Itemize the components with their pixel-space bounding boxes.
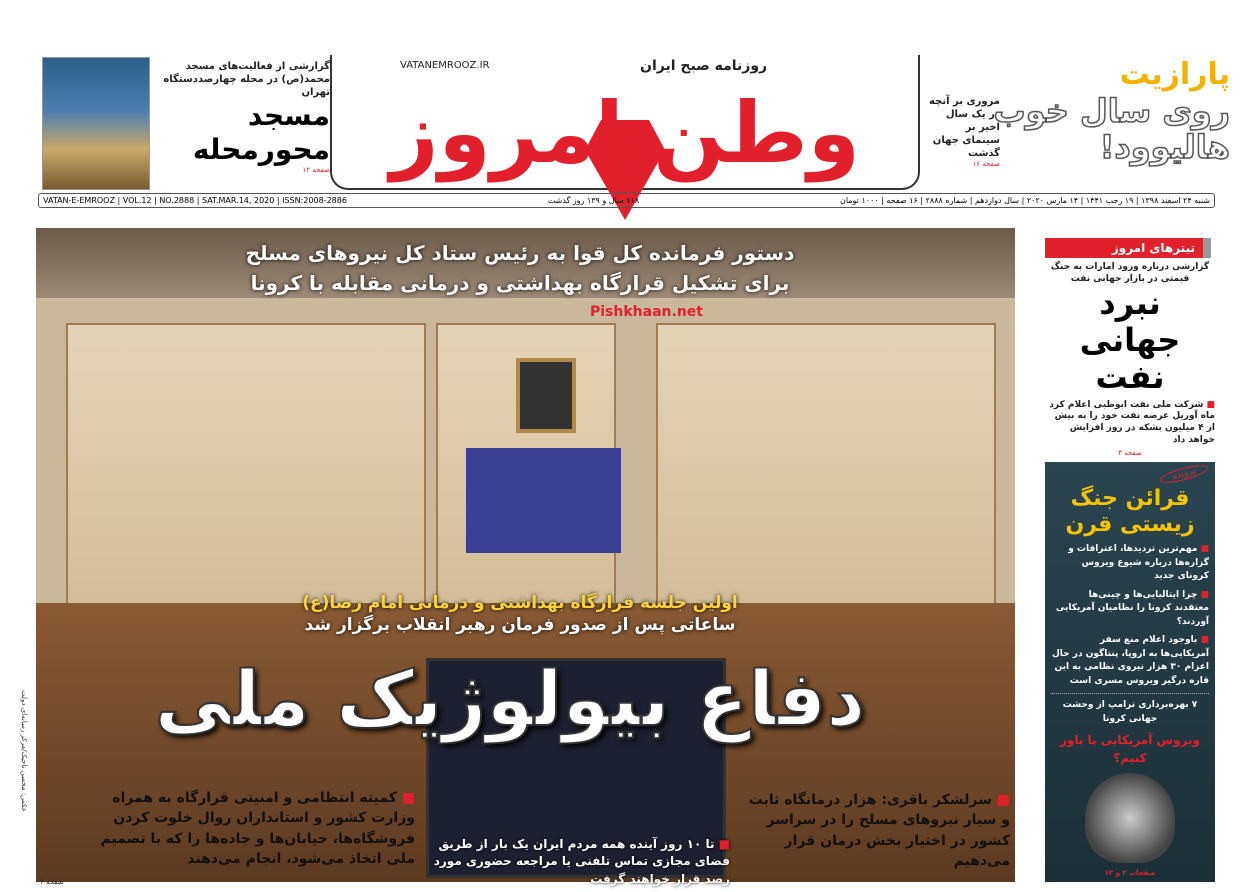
dossier-footer: ۷ بهره‌برداری ترامپ از وحشت جهانی کرونا xyxy=(1051,693,1209,726)
sidebar-bullet: ■ شرکت ملی نفت ابوظبی اعلام کرد ماه آوریل عرضه نفت خود را به بیش از ۴ میلیون بشکه در روز افزایش خواهد داد xyxy=(1049,399,1215,445)
dossier-bullet: ■ مهم‌ترین تردیدها، اعترافات و گزاره‌ها درباره شیوع ویروس کرونای جدید xyxy=(1068,544,1209,582)
teaser-kicker: پارازیت xyxy=(1119,57,1230,92)
teaser-title: روی سال خوب xyxy=(993,91,1230,130)
bullet-text: شرکت ملی نفت ابوظبی اعلام کرد ماه آوریل عرضه نفت خود را به بیش از ۴ میلیون بشکه در روز افزایش خواهد داد xyxy=(1049,399,1215,445)
bullet-text: باوجود اعلام منع سفر آمریکایی‌ها به اروپا، پنتاگون در حال اعزام ۳۰ هزار نیروی نظامی به این قاره درگیر ویروس مسری است xyxy=(1051,635,1209,686)
photo-caption-2: برای تشکیل قرارگاه بهداشتی و درمانی مقابله با کرونا xyxy=(250,271,790,295)
dossier-panel[interactable] xyxy=(1045,462,1215,882)
right-bullet[interactable]: ■ سرلشکر باقری: هزار درمانگاه ثابت و سیار نیروهای مسلح را در سراسر کشور در اختیار بخش درمان قرار می‌دهیم xyxy=(748,792,1010,869)
wall-panel xyxy=(66,323,426,613)
subheadline[interactable] xyxy=(230,592,810,636)
newspaper-logo: وطن امروز xyxy=(390,83,860,182)
center-bullet[interactable]: ■ تا ۱۰ روز آینده همه مردم ایران یک بار از طریق فضای مجازی تماس تلفنی یا مراجعه حضوری مورد رصد قرار خواهند گرفت xyxy=(433,837,730,886)
teaser-kicker: گزارشی از فعالیت‌های مسجد محمد(ص) در محله چهارصددستگاه تهران xyxy=(163,61,330,98)
top-right-teaser[interactable] xyxy=(993,57,1230,167)
dossier-stamp: پرونده xyxy=(1158,462,1209,486)
skull-image xyxy=(1085,773,1175,863)
blurb-text: مروری بر آنچه در یک سال اخیر بر سینمای جهان گذشت xyxy=(929,96,1000,159)
sidebar-header: تیترهای امروز xyxy=(1045,238,1211,258)
page-ref: صفحه ۱۲ xyxy=(302,166,330,175)
top-left-teaser[interactable] xyxy=(155,60,330,175)
bullet-text: چرا ایتالیایی‌ها و چینی‌ها معتقدند کرونا را نظامیان آمریکایی آوردند؟ xyxy=(1055,589,1209,627)
page-ref: صفحه ۱۶ xyxy=(972,160,1000,168)
sidebar-kicker: گزارشی درباره ورود امارات به جنگ قیمتی در بازار جهانی نفت xyxy=(1050,262,1210,284)
page-ref: صفحه ۳ xyxy=(1118,448,1142,457)
tagline: روزنامه صبح ایران xyxy=(640,58,768,74)
teaser-title: هالیوود! xyxy=(1099,128,1230,167)
portrait-frame xyxy=(516,358,576,433)
main-photo[interactable] xyxy=(36,228,1015,882)
left-bullet[interactable]: ■ کمیته انتظامی و امنیتی قرارگاه به همراه وزارت کشور و استانداران روال خلوت کردن فروشگاه‌ها، خیابان‌ها و جاده‌ها را که با تصمیم ملی اتخاذ می‌شود، انجام می‌دهند xyxy=(100,790,415,867)
page-ref: صفحه ۲ xyxy=(40,878,64,886)
bullet-text: کمیته انتظامی و امنیتی قرارگاه به همراه وزارت کشور و استانداران روال خلوت کردن فروشگاه‌ها، خیابان‌ها و جاده‌ها را که با تصمیم ملی اتخاذ می‌شود، انجام می‌دهند xyxy=(100,790,415,867)
teaser-title: مسجد xyxy=(247,99,330,132)
bullet-text: سرلشکر باقری: هزار درمانگاه ثابت و سیار نیروهای مسلح را در سراسر کشور در اختیار بخش درمان قرار می‌دهیم xyxy=(748,792,1010,869)
page-ref: صفحات ۲ و ۱۳ xyxy=(1104,869,1156,878)
wall-panel xyxy=(656,323,996,613)
photo-credit: عکس: محسن تاجیک/مرکز رسانه‌ای دولت xyxy=(20,690,28,813)
sidebar-title[interactable]: نبرد جهانی نفت xyxy=(1079,284,1181,396)
dossier-red-title: ویروس آمریکایی یا باور کنیم؟ xyxy=(1059,733,1200,766)
main-headline[interactable]: دفاع بیولوژیک ملی xyxy=(154,654,866,743)
dossier-bullet: ■ باوجود اعلام منع سفر آمریکایی‌ها به اروپا، پنتاگون در حال اعزام ۳۰ هزار نیروی نظامی به این قاره درگیر ویروس مسری است xyxy=(1051,635,1209,686)
issue-info-bar xyxy=(38,193,1215,208)
subheadline-2: ساعاتی پس از صدور فرمان رهبر انقلاب برگزار شد xyxy=(304,615,736,636)
issue-info-persian: شنبه ۲۴ اسفند ۱۳۹۸ | ۱۹ رجب ۱۴۴۱ | ۱۴ مارس ۲۰۲۰ | سال دوازدهم | شماره ۲۸۸۸ | ۱۶ صفحه | ۱۰۰۰ تومان xyxy=(839,196,1210,205)
issue-info-center: ۱۱۸ سال و ۱۳۹ روز گذشت xyxy=(547,196,640,205)
dossier-title: قرائن جنگ زیستی قرن xyxy=(1065,485,1195,537)
issue-info-latin: VATAN-E-EMROOZ | VOL.12 | NO.2888 | SAT.MAR.14, 2020 | ISSN:2008-2886 xyxy=(43,196,347,205)
teaser-title: محورمحله xyxy=(192,132,330,166)
bullet-text: تا ۱۰ روز آینده همه مردم ایران یک بار از طریق فضای مجازی تماس تلفنی یا مراجعه حضوری مورد رصد قرار خواهند گرفت xyxy=(433,837,730,886)
sidebar xyxy=(1045,230,1215,882)
watermark: Pishkhaan.net xyxy=(590,304,703,320)
top-right-blurb[interactable] xyxy=(925,95,1000,169)
bullet-text: مهم‌ترین تردیدها، اعترافات و گزاره‌ها درباره شیوع ویروس کرونای جدید xyxy=(1068,544,1209,582)
website[interactable]: VATANEMROOZ.IR xyxy=(400,60,490,71)
photo-caption-1: دستور فرمانده کل قوا به رئیس ستاد کل نیروهای مسلح xyxy=(245,241,795,265)
mosque-photo xyxy=(42,57,150,190)
meeting-banner xyxy=(466,448,621,553)
dossier-bullet: ■ چرا ایتالیایی‌ها و چینی‌ها معتقدند کرونا را نظامیان آمریکایی آوردند؟ xyxy=(1055,589,1209,627)
subheadline-1: اولین جلسه قرارگاه بهداشتی و درمانی امام رضا(ع) xyxy=(302,593,738,613)
